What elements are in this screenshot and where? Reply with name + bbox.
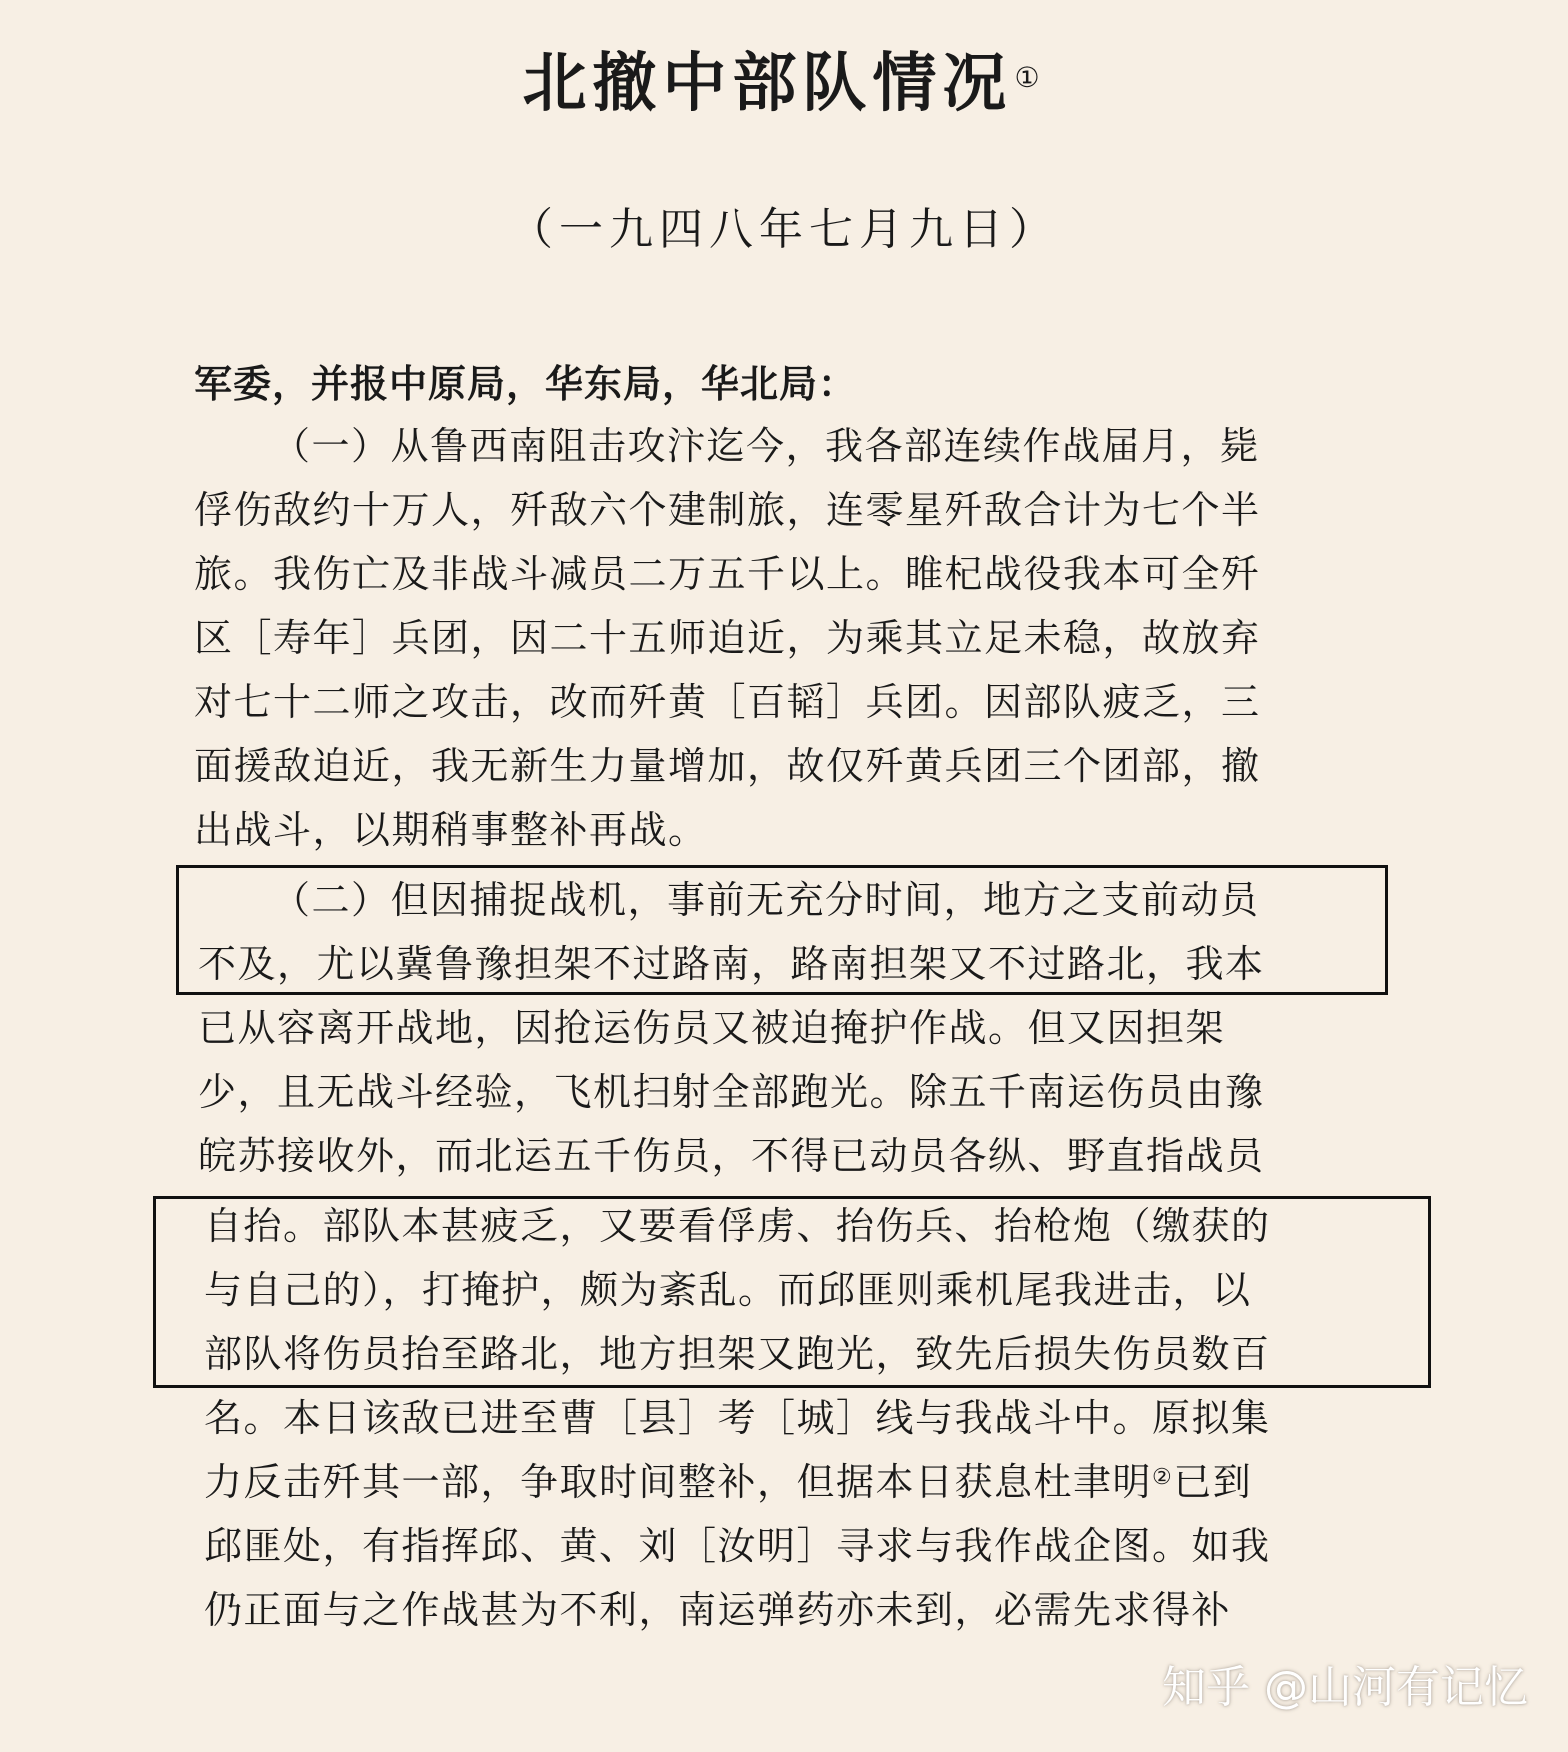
body-line: 旅。我伤亡及非战斗减员二万五千以上。睢杞战役我本可全歼 [194, 552, 1261, 596]
body-line: 皖苏接收外，而北运五千伤员，不得已动员各纵、野直指战员 [198, 1134, 1265, 1178]
watermark: 知乎 @山河有记忆 [1162, 1662, 1528, 1713]
body-line: 俘伤敌约十万人，歼敌六个建制旅，连零星歼敌合计为七个半 [194, 488, 1261, 532]
body-line: 面援敌迫近，我无新生力量增加，故仅歼黄兵团三个团部，撤 [194, 744, 1261, 788]
document-date: （一九四八年七月九日） [509, 204, 1059, 255]
addressee-line: 军委，并报中原局，华东局，华北局： [194, 362, 858, 406]
body-line: 部队将伤员抬至路北，地方担架又跑光，致先后损失伤员数百 [204, 1332, 1271, 1376]
body-line: 出战斗，以期稍事整补再战。 [194, 808, 708, 852]
body-line: 对七十二师之攻击，改而歼黄［百韬］兵团。因部队疲乏，三 [194, 680, 1261, 724]
body-line: 自抬。部队本甚疲乏，又要看俘虏、抬伤兵、抬枪炮（缴获的 [204, 1204, 1271, 1248]
body-line: 名。本日该敌已进至曹［县］考［城］线与我战斗中。原拟集 [204, 1396, 1271, 1440]
body-line: 少，且无战斗经验，飞机扫射全部跑光。除五千南运伤员由豫 [198, 1070, 1265, 1114]
footnote-mark: ② [1152, 1465, 1174, 1490]
body-line: 邱匪处，有指挥邱、黄、刘［汝明］寻求与我作战企图。如我 [204, 1524, 1271, 1568]
highlight-box [153, 1196, 1431, 1388]
body-line: 区［寿年］兵团，因二十五师迫近，为乘其立足未稳，故放弃 [194, 616, 1261, 660]
body-line: 仍正面与之作战甚为不利，南运弹药亦未到，必需先求得补 [204, 1588, 1232, 1632]
body-line [204, 1456, 1252, 1508]
highlight-box [176, 865, 1388, 995]
body-line: 已从容离开战地，因抢运伤员又被迫掩护作战。但又因担架 [198, 1006, 1226, 1050]
body-line: 与自己的），打掩护，颇为紊乱。而邱匪则乘机尾我进击，以 [204, 1268, 1252, 1312]
body-line-tail: 已到 [1173, 1460, 1253, 1504]
body-line-text: 力反击歼其一部，争取时间整补，但据本日获息杜聿明 [204, 1460, 1153, 1504]
body-line: （二）但因捕捉战机，事前无充分时间，地方之支前动员 [272, 878, 1260, 922]
document-title-text: 北撤中部队情况 [522, 47, 1013, 121]
body-line: （一）从鲁西南阻击攻汴迄今，我各部连续作战届月，毙 [272, 424, 1260, 468]
title-footnote-mark: ① [1014, 61, 1046, 94]
document-title [0, 42, 1568, 126]
body-line: 不及，尤以冀鲁豫担架不过路南，路南担架又不过路北，我本 [198, 942, 1265, 986]
